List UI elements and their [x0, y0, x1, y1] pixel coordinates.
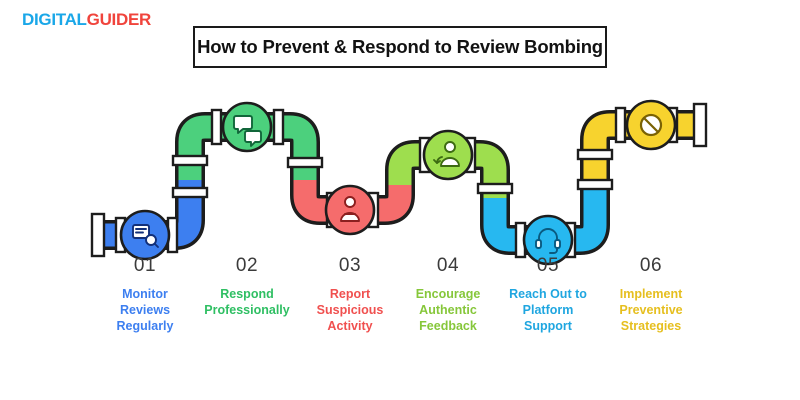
- step-node-06[interactable]: [627, 101, 675, 149]
- step-label-line: Encourage: [415, 287, 481, 301]
- step-number: 02: [235, 255, 259, 276]
- step-label-line: Reviews: [119, 303, 171, 317]
- pipeline-diagram: [0, 80, 800, 280]
- page-title: How to Prevent & Respond to Review Bombing: [197, 36, 603, 57]
- step-node-04[interactable]: [424, 131, 472, 179]
- step-number: 01: [133, 255, 157, 276]
- brand-logo: [22, 10, 151, 30]
- step-number: 03: [338, 255, 362, 276]
- step-column-05: [488, 255, 608, 334]
- step-label-line: Feedback: [419, 319, 477, 333]
- step-column-02: [187, 255, 307, 318]
- step-label-line: Monitor: [122, 287, 168, 301]
- step-label-line: Preventive: [619, 303, 683, 317]
- step-number: 05: [536, 255, 560, 276]
- step-label: [187, 286, 307, 318]
- step-node-02[interactable]: [223, 103, 271, 151]
- step-node-03[interactable]: [326, 186, 374, 234]
- step-label: [591, 286, 711, 334]
- step-column-06: [591, 255, 711, 334]
- step-number: 04: [436, 255, 460, 276]
- step-label-line: Support: [524, 319, 572, 333]
- step-label-line: Strategies: [620, 319, 682, 333]
- brand-logo-primary: DIGITAL: [22, 10, 87, 29]
- page-title-box: [193, 26, 607, 68]
- step-label-line: Reach Out to: [509, 287, 587, 301]
- step-label-line: Activity: [327, 319, 373, 333]
- step-label: [488, 286, 608, 334]
- step-label-line: Platform: [522, 303, 574, 317]
- step-number: 06: [639, 255, 663, 276]
- step-label-line: Implement: [619, 287, 683, 301]
- step-label-line: Respond: [220, 287, 274, 301]
- step-label-line: Authentic: [419, 303, 477, 317]
- step-label-line: Suspicious: [316, 303, 384, 317]
- step-label-line: Report: [329, 287, 371, 301]
- step-label-line: Regularly: [116, 319, 174, 333]
- step-label-line: Professionally: [204, 303, 290, 317]
- step-node-01[interactable]: [121, 211, 169, 259]
- prevent-block-icon: [641, 115, 661, 135]
- brand-logo-secondary: GUIDER: [86, 10, 151, 29]
